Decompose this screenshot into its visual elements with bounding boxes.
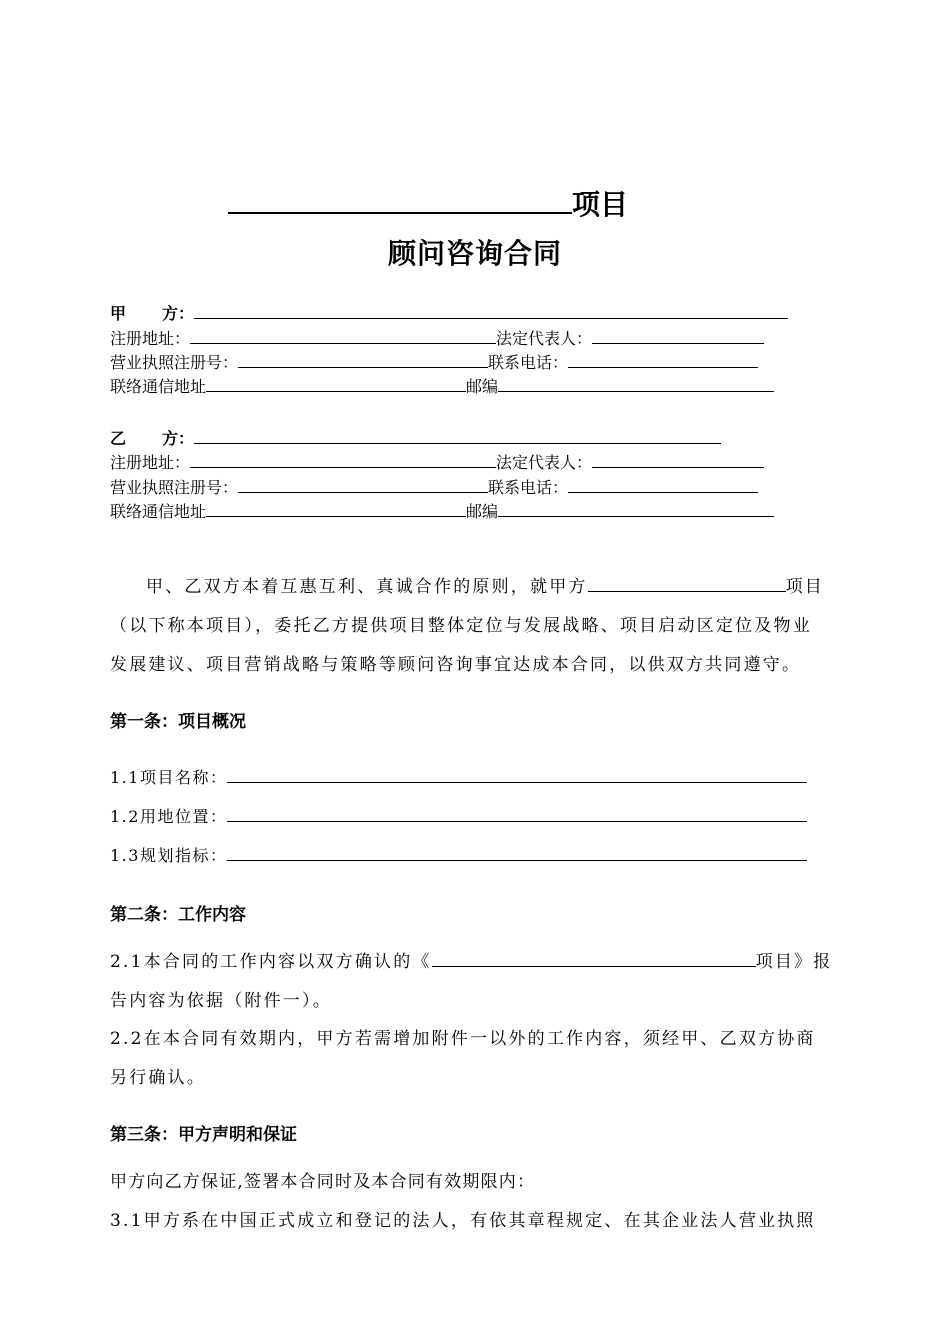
section-1-item-3 [110, 843, 807, 866]
party-b-postcode-label: 邮编 [466, 502, 499, 521]
party-a-phone-blank[interactable] [568, 366, 758, 368]
party-a-license-blank[interactable] [238, 366, 488, 368]
party-b-license-label: 营业执照注册号： [110, 478, 239, 497]
party-a-license-row [110, 350, 758, 375]
section-1-item-1-label: 1.1项目名称： [110, 768, 228, 787]
party-b-phone-label: 联系电话： [488, 478, 569, 497]
section-3-p1: 3.1甲方系在中国正式成立和登记的法人，有依其章程规定、在其企业法人营业执照 [110, 1211, 816, 1231]
party-b-legal-rep-label: 法定代表人： [496, 453, 593, 472]
party-a-name-blank[interactable] [194, 317, 788, 319]
party-b-license-row [110, 475, 758, 500]
section-2-p1-line-1 [110, 947, 832, 972]
party-b-postcode-blank[interactable] [498, 515, 774, 517]
party-b-address-blank[interactable] [190, 466, 496, 468]
party-a-mail-row [110, 374, 774, 399]
land-location-field[interactable] [227, 820, 807, 822]
party-a-phone-label: 联系电话： [488, 353, 569, 372]
party-a-mail-blank[interactable] [206, 390, 466, 392]
party-b-mail-blank[interactable] [206, 515, 466, 517]
party-b-label-colon: 方： [162, 429, 195, 448]
intro-line-3: 发展建议、项目营销战略与策略等顾问咨询事宜达成本合同，以供双方共同遵守。 [110, 655, 802, 675]
party-a-postcode-label: 邮编 [466, 377, 499, 396]
party-a-mail-label: 联络通信地址 [110, 377, 207, 396]
party-b-phone-blank[interactable] [568, 491, 758, 493]
section-1-item-2 [110, 804, 807, 827]
section-2-p2-line-2: 另行确认。 [110, 1068, 206, 1088]
party-a-address-row [110, 326, 764, 351]
party-a-label: 甲 [110, 304, 127, 323]
section-1-heading: 第一条：项目概况 [110, 712, 246, 732]
title-project-suffix: 项目 [572, 188, 629, 221]
intro-line-1-suffix: 项目 [785, 577, 825, 597]
party-a-name-row [110, 301, 788, 326]
party-b-name-row [110, 426, 721, 451]
party-b-mail-label: 联络通信地址 [110, 502, 207, 521]
party-a-label-colon: 方： [162, 304, 195, 323]
document-title: 顾问咨询合同 [387, 237, 562, 270]
planning-index-field[interactable] [227, 859, 807, 861]
section-1-item-1 [110, 765, 807, 788]
project-name-field[interactable] [227, 781, 807, 783]
party-b-label: 乙 [110, 429, 127, 448]
intro-line-1 [146, 572, 824, 597]
party-b-license-blank[interactable] [238, 491, 488, 493]
intro-project-blank[interactable] [588, 590, 786, 592]
party-a-license-label: 营业执照注册号： [110, 353, 239, 372]
party-a-address-blank[interactable] [190, 342, 496, 344]
party-b-address-row [110, 450, 764, 475]
section-2-p1-pre: 2.1本合同的工作内容以双方确认的《 [110, 952, 432, 972]
party-a-postcode-blank[interactable] [498, 390, 774, 392]
section-2-p1-post: 项目》报 [755, 952, 833, 972]
section-3-intro: 甲方向乙方保证,签署本合同时及本合同有效期限内： [110, 1172, 536, 1192]
section-2-p2-line-1: 2.2在本合同有效期内，甲方若需增加附件一以外的工作内容，须经甲、乙双方协商 [110, 1029, 816, 1049]
section-1-item-3-label: 1.3规划指标： [110, 846, 228, 865]
section-3-heading: 第三条：甲方声明和保证 [110, 1125, 297, 1145]
title-project-line [228, 183, 628, 223]
party-b-legal-rep-blank[interactable] [592, 466, 764, 468]
party-a-legal-rep-label: 法定代表人： [496, 329, 593, 348]
section-2-p1-line-2: 告内容为依据（附件一）。 [110, 991, 332, 1011]
project-name-blank[interactable] [228, 212, 572, 214]
intro-line-1-text: 甲、乙双方本着互惠互利、真诚合作的原则，就甲方 [146, 577, 588, 597]
section-1-item-2-label: 1.2用地位置： [110, 807, 228, 826]
party-b-address-label: 注册地址： [110, 453, 191, 472]
party-a-legal-rep-blank[interactable] [592, 342, 764, 344]
intro-line-2: （以下称本项目），委托乙方提供项目整体定位与发展战略、项目启动区定位及物业 [110, 616, 812, 636]
party-b-mail-row [110, 499, 774, 524]
party-a-address-label: 注册地址： [110, 329, 191, 348]
report-name-blank[interactable] [432, 965, 756, 967]
section-2-heading: 第二条：工作内容 [110, 905, 246, 925]
party-b-name-blank[interactable] [194, 442, 721, 444]
